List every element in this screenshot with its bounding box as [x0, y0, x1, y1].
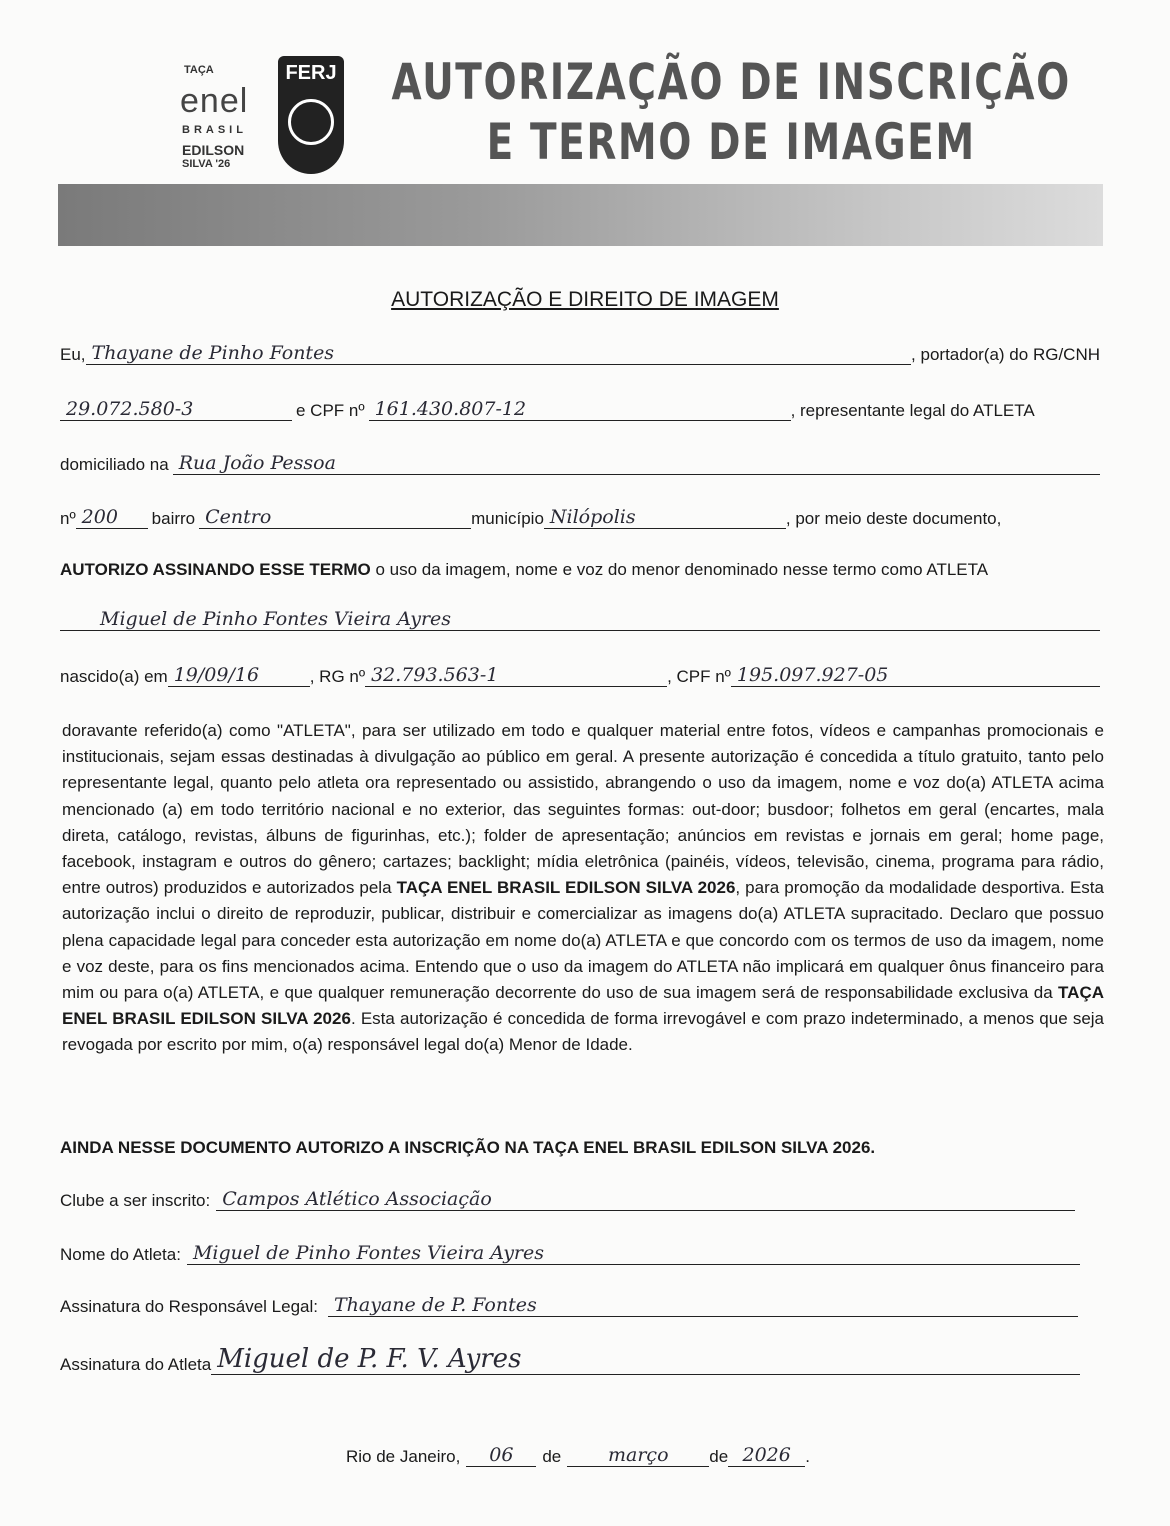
label: de	[542, 1447, 562, 1466]
title-line-2: E TERMO DE IMAGEM	[486, 113, 976, 171]
street-field[interactable]: Rua João Pessoa	[173, 452, 1100, 475]
label: de	[709, 1447, 729, 1466]
label: , por meio deste documento,	[785, 509, 1002, 528]
autorizo-bold: AUTORIZO ASSINANDO ESSE TERMO	[60, 560, 371, 579]
documents-line	[60, 398, 1100, 421]
terms-text: , para promoção da modalidade desportiva. Esta autorização inclui o direito de reproduzir, publicar, distribuir e comercializar as imagens do(a) ATLETA supracitado. Declaro que possuo plena capacidade legal para conceder esta autorização em nome do(a) ATLETA e que concordo com os termos de uso da imagem, nome e voz deste, para os fins mencionados acima. Entendo que o uso da imagem do ATLETA não implicará em qualquer ônus financeiro para mim ou para o(a) ATLETA, e que qualquer remuneração decorrente do uso de sua imagem será de responsabilidade exclusiva da	[62, 878, 1104, 1003]
date-line	[346, 1444, 810, 1467]
resp-signature-line	[60, 1294, 1078, 1317]
label: e CPF nº	[296, 401, 365, 420]
label: Clube a ser inscrito:	[60, 1191, 211, 1210]
label: , portador(a) do RG/CNH	[911, 345, 1100, 364]
label: município	[471, 509, 544, 528]
label: domiciliado na	[60, 455, 169, 474]
guardian-name-field[interactable]: Thayane de Pinho Fontes	[86, 342, 912, 365]
guardian-line	[60, 342, 1100, 365]
number-field[interactable]: 200	[76, 506, 148, 529]
terms-text: doravante referido(a) como "ATLETA", para ser utilizado em todo e qualquer material entre fotos, vídeos e campanhas promocionais e institucionais, sejam essas destinadas à divulgação ao público em geral. A presente autorização é concedida a título gratuito, tanto pelo representante legal, quanto pelo atleta ora representado ou assistido, abrangendo o uso da imagem, nome e voz do(a) ATLETA acima mencionado (a) em todo território nacional e no exterior, das seguintes formas: out-door; busdoor; folhetos em geral (encartes, mala direta, catálogo, revistas, álbuns de figurinhas, etc.); folder de apresentação; anúncios em revistas e jornais em geral; home page, facebook, instagram e outros do gênero; cartazes; backlight; mídia eletrônica (painéis, vídeos, televisão, cinema, programa para rádio, entre outros) produzidos e autorizados pela	[62, 721, 1104, 898]
athlete-name-line	[60, 608, 1100, 631]
municipio-field[interactable]: Nilópolis	[544, 506, 786, 529]
clube-line	[60, 1188, 1075, 1211]
label: , CPF nº	[667, 667, 731, 686]
taca-enel-logo	[118, 58, 268, 178]
document-title	[388, 52, 1074, 172]
clube-field[interactable]: Campos Atlético Associação	[216, 1188, 1075, 1211]
title-line-1: AUTORIZAÇÃO DE INSCRIÇÃO	[391, 53, 1071, 111]
label: nascido(a) em	[60, 667, 168, 686]
logo-text: EDILSON	[182, 142, 245, 158]
inscricao-text: AINDA NESSE DOCUMENTO AUTORIZO A INSCRIÇÃO NA TAÇA ENEL BRASIL EDILSON SILVA 2026.	[60, 1138, 876, 1157]
athlete-cpf-field[interactable]: 195.097.927-05	[731, 664, 1100, 687]
logo-text: SILVA '26	[182, 158, 231, 170]
terms-bold: TAÇA ENEL BRASIL EDILSON SILVA 2026	[62, 983, 1104, 1029]
label: , RG nº	[309, 667, 366, 686]
terms-paragraph	[62, 718, 1104, 1059]
atleta-signature-line	[60, 1344, 1080, 1375]
bairro-field[interactable]: Centro	[199, 506, 471, 529]
autorizo-line	[60, 560, 1100, 580]
inscricao-statement	[60, 1138, 1100, 1158]
month-field[interactable]: março	[567, 1444, 709, 1467]
nome-atleta-field[interactable]: Miguel de Pinho Fontes Vieira Ayres	[187, 1242, 1080, 1265]
label: Assinatura do Responsável Legal:	[60, 1297, 318, 1316]
day-field[interactable]: 06	[466, 1444, 536, 1467]
label: , representante legal do ATLETA	[790, 401, 1035, 420]
label: nº	[60, 509, 76, 528]
address-line	[60, 452, 1100, 475]
header-bar	[58, 184, 1103, 246]
label: Assinatura do Atleta	[60, 1355, 212, 1374]
label: bairro	[151, 509, 196, 528]
ferj-logo	[278, 56, 344, 174]
resp-signature-field[interactable]: Thayane de P. Fontes	[328, 1294, 1078, 1317]
athlete-name-field[interactable]: Miguel de Pinho Fontes Vieira Ayres	[60, 608, 1100, 631]
logo-text: enel	[180, 82, 249, 120]
autorizo-text: o uso da imagem, nome e voz do menor denominado nesse termo como ATLETA	[370, 560, 989, 579]
logo-text: BRASIL	[182, 124, 247, 136]
athlete-rg-field[interactable]: 32.793.563-1	[365, 664, 667, 687]
guardian-rg-field[interactable]: 29.072.580-3	[60, 398, 292, 421]
label: Eu,	[60, 345, 86, 364]
header	[58, 38, 1103, 248]
ball-icon	[288, 99, 334, 145]
athlete-docs-line	[60, 664, 1100, 687]
city-label: Rio de Janeiro,	[346, 1447, 461, 1466]
terms-text: . Esta autorização é concedida de forma irrevogável e com prazo indeterminado, a menos que seja revogada por escrito por mim, o(a) responsável legal do(a) Menor de Idade.	[62, 1009, 1105, 1055]
section-title: AUTORIZAÇÃO E DIREITO DE IMAGEM	[391, 288, 779, 311]
nome-atleta-line	[60, 1242, 1080, 1265]
ferj-logo-text: FERJ	[285, 62, 337, 84]
birth-date-field[interactable]: 19/09/16	[168, 664, 310, 687]
label: .	[805, 1447, 810, 1466]
terms-bold: TAÇA ENEL BRASIL EDILSON SILVA 2026	[396, 878, 736, 898]
atleta-signature-field[interactable]: Miguel de P. F. V. Ayres	[211, 1344, 1080, 1375]
logo-text: TAÇA	[184, 64, 214, 76]
guardian-cpf-field[interactable]: 161.430.807-12	[369, 398, 791, 421]
locality-line	[60, 506, 1100, 529]
label: Nome do Atleta:	[60, 1245, 181, 1264]
year-field[interactable]: 2026	[728, 1444, 805, 1467]
